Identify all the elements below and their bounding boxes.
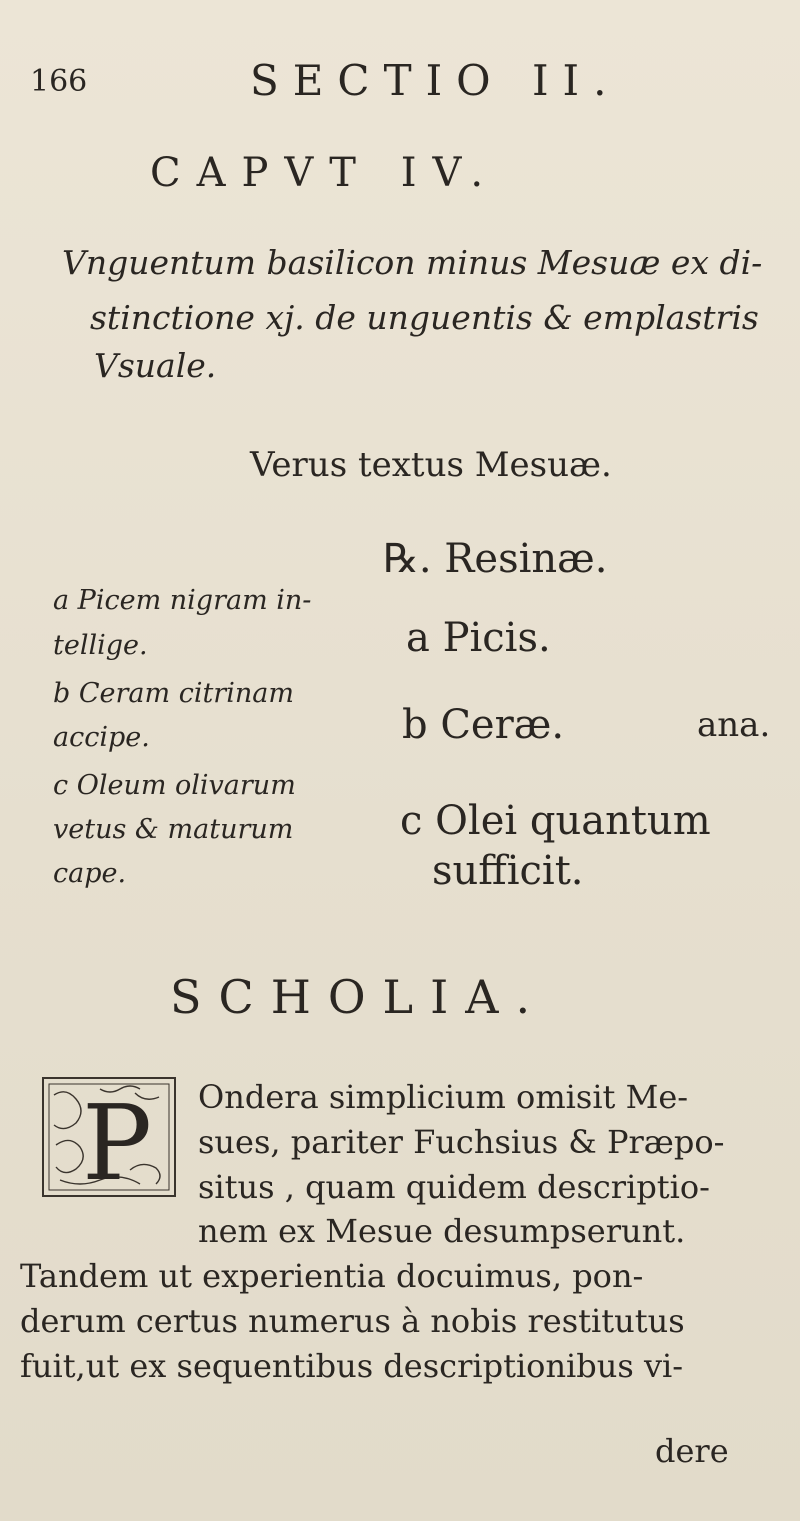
margin-note-line: a Picem nigram in- <box>53 585 312 616</box>
margin-note-line: b Ceram citrinam <box>53 678 294 709</box>
body-line: nem ex Mesue desumpserunt. <box>198 1212 686 1250</box>
page-number: 166 <box>30 64 88 99</box>
body-line: Ondera simplicium omisit Me- <box>198 1078 689 1116</box>
ingredient-line: sufficit. <box>432 848 584 894</box>
title-line-3: Vsuale. <box>94 346 217 385</box>
body-line: derum certus numerus à nobis restitutus <box>20 1302 685 1340</box>
drop-cap-letter: P <box>82 1082 152 1203</box>
running-head: SECTIO II. <box>250 56 621 105</box>
body-line: fuit,ut ex sequentibus descriptionibus vi- <box>20 1347 684 1385</box>
chapter-heading: CAPVT IV. <box>150 150 500 196</box>
ana-label: ana. <box>697 705 771 745</box>
recipe-rx-line: ℞. Resinæ. <box>383 536 608 582</box>
body-line: Tandem ut experientia docuimus, pon- <box>20 1257 644 1295</box>
title-line-1: Vnguentum basilicon minus Mesuæ ex di- <box>62 243 763 282</box>
ingredient-line: c Olei quantum <box>400 798 711 844</box>
ingredient-line: b Ceræ. <box>402 702 565 748</box>
body-line: sues, pariter Fuchsius & Præpo- <box>198 1123 725 1161</box>
title-line-2: stinctione xj. de unguentis & emplastris <box>90 298 759 337</box>
scholia-heading: SCHOLIA. <box>170 970 548 1024</box>
catchword: dere <box>655 1432 729 1470</box>
margin-note-line: cape. <box>53 858 127 889</box>
body-line: situs , quam quidem descriptio- <box>198 1168 710 1206</box>
margin-note-line: vetus & maturum <box>53 814 294 845</box>
ornament-icon <box>40 1075 178 1203</box>
margin-note-line: c Oleum olivarum <box>53 770 296 801</box>
subheading: Verus textus Mesuæ. <box>250 445 612 485</box>
margin-note-line: tellige. <box>53 630 148 661</box>
ingredient-line: a Picis. <box>406 615 551 661</box>
margin-note-line: accipe. <box>53 722 150 753</box>
drop-cap-ornament <box>40 1075 178 1203</box>
